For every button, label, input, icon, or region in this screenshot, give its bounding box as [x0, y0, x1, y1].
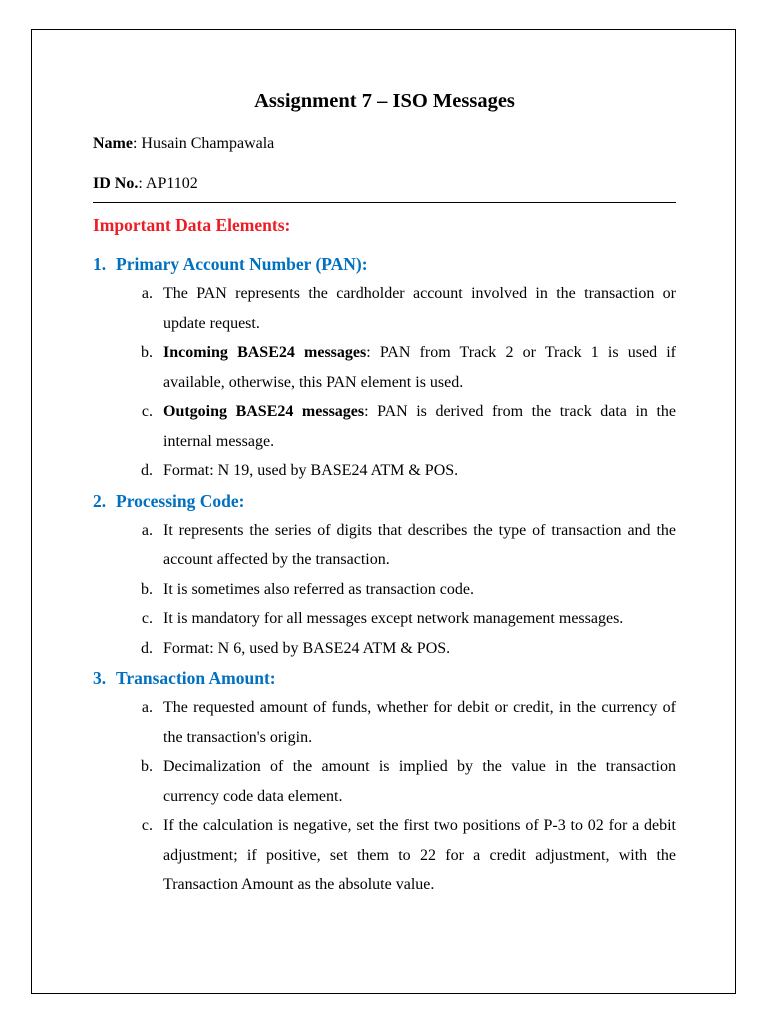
student-id-line [93, 173, 676, 195]
item-text: It is sometimes also referred as transaction code. [163, 580, 474, 598]
item-text: Decimalization of the amount is implied by the value in the transaction currency code data element. [163, 758, 676, 805]
list-item [93, 397, 676, 456]
topic-points [93, 693, 676, 900]
topic-points [93, 516, 676, 664]
list-item [93, 604, 676, 634]
list-item [93, 338, 676, 397]
item-text: The requested amount of funds, whether for debit or credit, in the currency of the transaction's origin. [163, 699, 676, 746]
topic-transaction-amount [93, 665, 676, 900]
horizontal-divider [93, 202, 676, 203]
document-title: Assignment 7 – ISO Messages [254, 90, 515, 112]
data-elements-list [93, 251, 676, 900]
item-letter: d. [141, 639, 153, 657]
item-letter: c. [141, 610, 153, 627]
item-letter: d. [141, 462, 153, 479]
topic-title: Processing Code: [116, 490, 245, 511]
topic-points [93, 279, 676, 486]
item-letter: c. [141, 403, 153, 420]
name-value: : Husain Champawala [132, 135, 275, 152]
list-item [93, 634, 676, 664]
item-text: Incoming BASE24 messages: PAN from Track 2 or Track 1 is used if available, otherwise, this PAN element is used. [163, 344, 677, 391]
topic-title: Transaction Amount: [116, 668, 276, 688]
id-label: ID No. [93, 175, 139, 192]
item-text: Format: N 6, used by BASE24 ATM & POS. [163, 639, 451, 657]
item-letter: c. [141, 817, 153, 834]
list-item [93, 279, 676, 338]
list-item [93, 811, 676, 900]
topic-pan [93, 251, 676, 486]
topic-number: 3. [93, 668, 107, 688]
student-name-line [93, 133, 676, 155]
list-item [93, 575, 676, 605]
document-body [93, 86, 676, 900]
name-label: Name [93, 135, 133, 152]
topic-heading [93, 488, 676, 514]
topic-number: 1. [93, 254, 107, 274]
item-letter: b. [141, 344, 153, 361]
item-text: Outgoing BASE24 messages: PAN is derived from the track data in the internal message. [163, 403, 676, 450]
item-letter: a. [141, 521, 153, 539]
list-item [93, 752, 676, 811]
item-bold-term: Outgoing BASE24 messages [163, 403, 365, 420]
topic-heading [93, 251, 676, 277]
item-letter: b. [141, 758, 153, 775]
item-text: Format: N 19, used by BASE24 ATM & POS. [163, 462, 459, 479]
list-item [93, 456, 676, 486]
id-value: : AP1102 [138, 175, 198, 192]
item-letter: b. [141, 580, 153, 598]
section-heading: Important Data Elements: [93, 215, 291, 235]
item-text: The PAN represents the cardholder account involved in the transaction or update request. [163, 285, 676, 332]
topic-number: 2. [93, 490, 107, 511]
item-letter: a. [141, 285, 153, 302]
item-text: It is mandatory for all messages except network management messages. [163, 610, 624, 627]
item-text: It represents the series of digits that describes the type of transaction and the account affected by the transaction. [163, 521, 676, 568]
item-bold-term: Incoming BASE24 messages [163, 344, 367, 361]
topic-title: Primary Account Number (PAN): [116, 254, 368, 274]
list-item [93, 516, 676, 575]
item-letter: a. [141, 699, 153, 716]
topic-heading [93, 665, 676, 691]
list-item [93, 693, 676, 752]
topic-processing-code [93, 488, 676, 664]
item-text: If the calculation is negative, set the first two positions of P-3 to 02 for a debit adjustment; if positive, set them to 22 for a credit adjustment, with the Transaction Amount as the absolute value. [163, 817, 676, 893]
